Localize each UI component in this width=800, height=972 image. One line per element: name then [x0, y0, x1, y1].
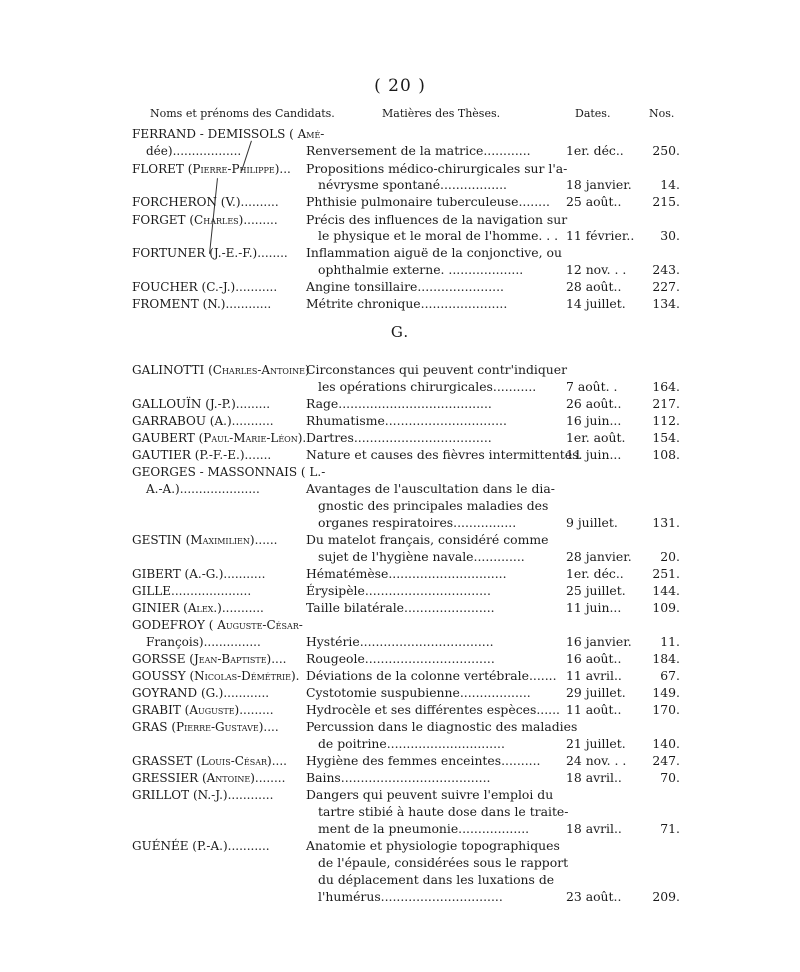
- thesis-title: gnostic des principales maladies des: [318, 498, 549, 513]
- thesis-title: le physique et le moral de l'homme. . .: [318, 228, 559, 243]
- thesis-date: 21 juillet.: [566, 736, 626, 751]
- thesis-date: 7 août. .: [566, 379, 618, 394]
- candidate-name: GAUTIER (P.-F.-E.).......: [132, 448, 272, 462]
- thesis-title: tartre stibié à haute dose dans le traite-: [318, 804, 569, 819]
- candidate-name: FERRAND - DEMISSOLS ( Amé-: [132, 127, 325, 141]
- thesis-number: 250.: [652, 143, 680, 158]
- thesis-date: 11 juin...: [566, 447, 622, 462]
- candidate-name: GOUSSY (Nicolas-Démétrie).: [132, 669, 300, 683]
- thesis-number: 109.: [652, 600, 680, 615]
- candidate-name: François)...............: [146, 635, 261, 649]
- thesis-number: 30.: [660, 228, 680, 243]
- thesis-title: Déviations de la colonne vertébrale.......: [306, 668, 557, 683]
- thesis-number: 134.: [652, 296, 680, 311]
- thesis-date: 16 juin...: [566, 413, 622, 428]
- thesis-title: ophthalmie externe. ...................: [318, 262, 524, 277]
- thesis-date: 12 nov. . .: [566, 262, 627, 277]
- thesis-number: 251.: [652, 566, 680, 581]
- candidate-name: GEORGES - MASSONNAIS ( L.-: [132, 465, 326, 479]
- thesis-title: Cystotomie suspubienne..................: [306, 685, 531, 700]
- thesis-title: Métrite chronique......................: [306, 296, 508, 311]
- thesis-title: Rhumatisme...............................: [306, 413, 507, 428]
- header-names: Noms et prénoms des Candidats.: [150, 107, 335, 120]
- thesis-title: Précis des influences de la navigation sur: [306, 212, 568, 227]
- thesis-date: 29 juillet.: [566, 685, 626, 700]
- thesis-title: Hématémèse..............................: [306, 566, 507, 581]
- thesis-number: 70.: [660, 770, 680, 785]
- header-nos: Nos.: [649, 107, 675, 120]
- thesis-title: Propositions médico-chirurgicales sur l'a-: [306, 161, 568, 176]
- thesis-number: 164.: [652, 379, 680, 394]
- thesis-date: 18 janvier.: [566, 177, 632, 192]
- candidate-name: GRASSET (Louis-César)....: [132, 754, 287, 768]
- header-subjects: Matières des Thèses.: [382, 107, 501, 120]
- candidate-name: GALLOUÏN (J.-P.).........: [132, 397, 271, 411]
- thesis-title: Bains......................................: [306, 770, 491, 785]
- thesis-number: 11.: [660, 634, 680, 649]
- thesis-title: Nature et causes des fièvres intermittentes.: [306, 447, 583, 462]
- header-dates: Dates.: [575, 107, 611, 120]
- thesis-date: 11 février..: [566, 228, 635, 243]
- thesis-date: 11 juin...: [566, 600, 622, 615]
- thesis-title: Avantages de l'auscultation dans le dia-: [306, 481, 555, 496]
- candidate-name: FLORET (Pierre-Philippe)...: [132, 162, 291, 176]
- thesis-date: 9 juillet.: [566, 515, 618, 530]
- thesis-number: 154.: [652, 430, 680, 445]
- section-letter: G.: [390, 323, 410, 341]
- page-number: ( 20 ): [374, 76, 426, 96]
- thesis-title: Hydrocèle et ses différentes espèces......: [306, 702, 560, 717]
- candidate-name: GARRABOU (A.)...........: [132, 414, 274, 428]
- thesis-number: 215.: [652, 194, 680, 209]
- candidate-name: GUÉNÉE (P.-A.)...........: [132, 839, 270, 853]
- thesis-number: 170.: [652, 702, 680, 717]
- thesis-date: 28 janvier.: [566, 549, 632, 564]
- thesis-title: l'humérus...............................: [318, 889, 503, 904]
- thesis-title: organes respiratoires................: [318, 515, 517, 530]
- thesis-title: Dartres...................................: [306, 430, 492, 445]
- thesis-number: 140.: [652, 736, 680, 751]
- thesis-title: Inflammation aiguë de la conjonctive, ou: [306, 245, 562, 260]
- thesis-title: névrysme spontané.................: [318, 177, 507, 192]
- thesis-number: 14.: [660, 177, 680, 192]
- thesis-number: 67.: [660, 668, 680, 683]
- candidate-name: FORGET (Charles).........: [132, 213, 278, 227]
- candidate-name: GRABIT (Auguste).........: [132, 703, 274, 717]
- candidate-name: GALINOTTI (Charles-Antoine): [132, 363, 310, 377]
- candidate-name: GRILLOT (N.-J.)............: [132, 788, 274, 802]
- thesis-number: 20.: [660, 549, 680, 564]
- thesis-date: 18 avril..: [566, 821, 622, 836]
- candidate-name: GINIER (Alex.)...........: [132, 601, 264, 615]
- thesis-title: Hygiène des femmes enceintes..........: [306, 753, 541, 768]
- thesis-date: 25 juillet.: [566, 583, 626, 598]
- thesis-title: du déplacement dans les luxations de: [318, 872, 555, 887]
- candidate-name: dée)..................: [146, 144, 242, 158]
- thesis-title: les opérations chirurgicales...........: [318, 379, 537, 394]
- candidate-name: GODEFROY ( Auguste-César-: [132, 618, 303, 632]
- thesis-title: Dangers qui peuvent suivre l'emploi du: [306, 787, 554, 802]
- thesis-title: Angine tonsillaire......................: [306, 279, 504, 294]
- thesis-number: 247.: [652, 753, 680, 768]
- thesis-title: de l'épaule, considérées sous le rapport: [318, 855, 569, 870]
- thesis-date: 23 août..: [566, 889, 622, 904]
- thesis-date: 1er. déc..: [566, 143, 624, 158]
- thesis-title: ment de la pneumonie..................: [318, 821, 530, 836]
- thesis-title: Taille bilatérale.......................: [306, 600, 495, 615]
- candidate-name: GIBERT (A.-G.)...........: [132, 567, 266, 581]
- thesis-number: 227.: [652, 279, 680, 294]
- thesis-number: 217.: [652, 396, 680, 411]
- candidate-name: GOYRAND (G.)............: [132, 686, 270, 700]
- thesis-title: Renversement de la matrice............: [306, 143, 531, 158]
- thesis-date: 16 août..: [566, 651, 622, 666]
- thesis-date: 25 août..: [566, 194, 622, 209]
- thesis-date: 11 août..: [566, 702, 622, 717]
- thesis-title: Hystérie..................................: [306, 634, 494, 649]
- candidate-name: GRAS (Pierre-Gustave)....: [132, 720, 279, 734]
- thesis-number: 144.: [652, 583, 680, 598]
- thesis-title: sujet de l'hygiène navale.............: [318, 549, 525, 564]
- thesis-number: 184.: [652, 651, 680, 666]
- candidate-name: FORTUNER (J.-E.-F.)........: [132, 246, 288, 260]
- candidate-name: GRESSIER (Antoine)........: [132, 771, 286, 785]
- thesis-date: 26 août..: [566, 396, 622, 411]
- candidate-name: GORSSE (Jean-Baptiste)....: [132, 652, 287, 666]
- thesis-number: 209.: [652, 889, 680, 904]
- candidate-name: GILLE.....................: [132, 584, 252, 598]
- candidate-name: FOUCHER (C.-J.)...........: [132, 280, 278, 294]
- thesis-title: Anatomie et physiologie topographiques: [306, 838, 560, 853]
- thesis-date: 11 avril..: [566, 668, 622, 683]
- thesis-date: 14 juillet.: [566, 296, 626, 311]
- thesis-number: 112.: [652, 413, 680, 428]
- thesis-number: 71.: [660, 821, 680, 836]
- candidate-name: FORCHERON (V.)..........: [132, 195, 279, 209]
- candidate-name: GAUBERT (Paul-Marie-Léon).: [132, 431, 307, 445]
- thesis-title: Rage.......................................: [306, 396, 492, 411]
- thesis-date: 16 janvier.: [566, 634, 632, 649]
- thesis-date: 24 nov. . .: [566, 753, 627, 768]
- thesis-title: Érysipèle................................: [306, 583, 491, 598]
- thesis-title: Du matelot français, considéré comme: [306, 532, 549, 547]
- thesis-date: 1er. déc..: [566, 566, 624, 581]
- thesis-number: 108.: [652, 447, 680, 462]
- thesis-number: 131.: [652, 515, 680, 530]
- thesis-date: 1er. août.: [566, 430, 626, 445]
- thesis-title: Circonstances qui peuvent contr'indiquer: [306, 362, 568, 377]
- thesis-date: 28 août..: [566, 279, 622, 294]
- candidate-name: GESTIN (Maximilien)......: [132, 533, 278, 547]
- candidate-name: FROMENT (N.)............: [132, 297, 272, 311]
- thesis-title: de poitrine..............................: [318, 736, 505, 751]
- thesis-number: 149.: [652, 685, 680, 700]
- thesis-title: Percussion dans le diagnostic des maladies: [306, 719, 578, 734]
- thesis-title: Phthisie pulmonaire tuberculeuse........: [306, 194, 550, 209]
- candidate-name: A.-A.).....................: [146, 482, 260, 496]
- thesis-date: 18 avril..: [566, 770, 622, 785]
- thesis-number: 243.: [652, 262, 680, 277]
- thesis-title: Rougeole.................................: [306, 651, 495, 666]
